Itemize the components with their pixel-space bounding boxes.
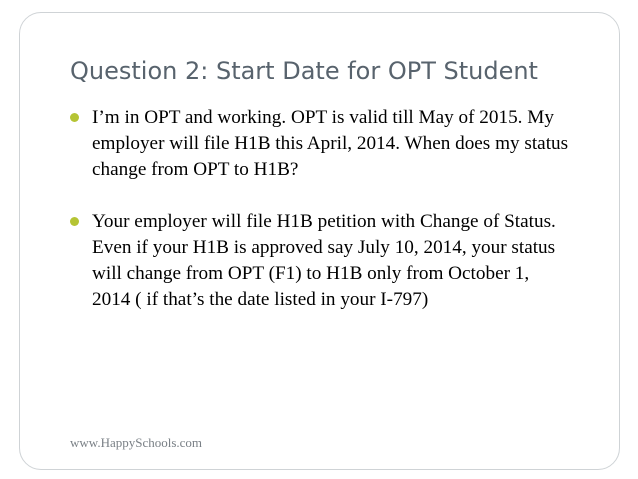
bullet-text-line: 2014 ( if that’s the date listed in your I-797) [92,289,429,310]
bullet-item-question [70,105,610,183]
bullet-text-line: I’m in OPT and working. OPT is valid till May of 2015. My [92,107,554,128]
bullet-text-line: change from OPT to H1B? [92,159,299,180]
bullet-list [70,105,610,313]
slide-title: Question 2: Start Date for OPT Student [70,57,538,85]
bullet-text-line: Your employer will file H1B petition with Change of Status. [92,211,556,232]
bullet-text-line: will change from OPT (F1) to H1B only from October 1, [92,263,530,284]
bullet-dot-icon [70,113,79,122]
bullet-dot-icon [70,217,79,226]
bullet-text-line: Even if your H1B is approved say July 10, 2014, your status [92,237,556,258]
bullet-item-answer [70,209,610,313]
footer-website: www.HappySchools.com [70,435,203,450]
bullet-text-line: employer will file H1B this April, 2014. When does my status [92,133,569,154]
